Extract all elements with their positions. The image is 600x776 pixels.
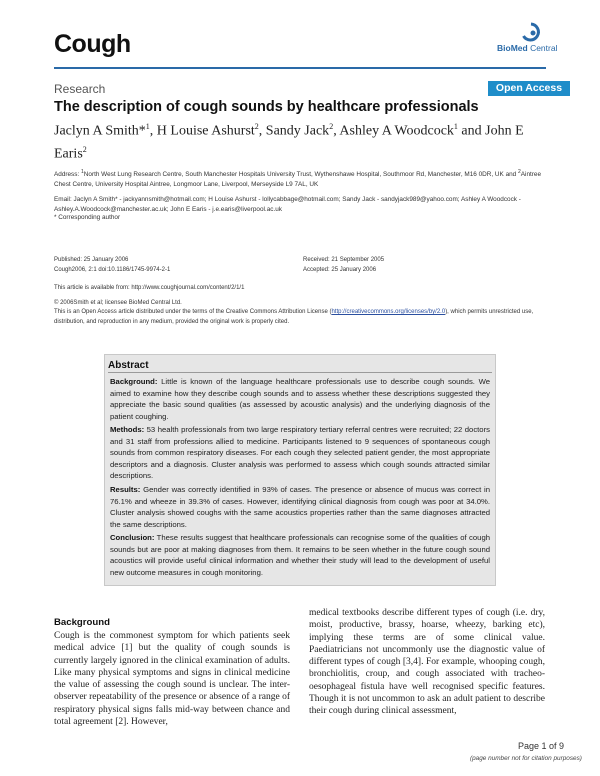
article-title: The description of cough sounds by healthcare professionals bbox=[54, 99, 479, 115]
citation-doi: Cough2006, 2:1 doi:10.1186/1745-9974-2-1 bbox=[54, 266, 171, 273]
license-statement: This is an Open Access article distributed under the terms of the Creative Commons Attribution License (http://creativecommons.org/licenses/by/2.0), which permits unrestricted use, distribution, and reproduction in any medium, provided the original work is properly cited. bbox=[54, 309, 534, 325]
author-list: Jaclyn A Smith*$^1$, H Louise Ashurst$^2$, Sandy Jack$^2$, Ashley A Woodcock$^1$ and John E Earis$^2$ bbox=[54, 122, 524, 162]
article-url[interactable]: This article is available from: http://www.coughjournal.com/content/2/1/1 bbox=[54, 285, 245, 291]
availability-info bbox=[54, 284, 244, 308]
author-address: Address: $^1$North West Lung Research Centre, South Manchester Hospitals University Trust, Wythenshawe Hospital, Southmoor Rd, Manchester, M16 0DR, UK and $^2$Aintree Chest Centre, University Hospital Aintree, Longmoor Lane, Liverpool, Merseyside L9 7AL, UK bbox=[54, 169, 542, 189]
accepted-date: Accepted: 25 January 2006 bbox=[303, 266, 377, 273]
page-number-note: (page number not for citation purposes) bbox=[470, 755, 582, 762]
body-column-right: medical textbooks describe different types of cough (i.e. dry, moist, productive, brassy, hoarse, wheezy, barking etc), implying these terms are of some clinical value. Paediatricians not uncommonly use the diagnostic value of different types of cough [3,4]. For example, whooping cough, bronchiolitis, croup, and cough associated with tracheo-oesophageal fistula have well recognised specific features. Though it is not uncommon to ask an adult patient to describe their cough during clinical assessment, bbox=[309, 608, 545, 717]
abstract-results: Results: Gender was correctly identified in 93% of cases. The presence or absence of mucus was correct in 76.1% and wheeze in 39.3% of cases. However, identifying clinical diagnosis from cough was poor at 34.0%. Cluster analysis showed coughs with the same acoustics properties rather than the same diagnoses attracted the same descriptions. bbox=[110, 485, 490, 529]
abstract-heading: Abstract bbox=[108, 360, 149, 371]
section-label: Research bbox=[54, 82, 106, 96]
body-column-left: Cough is the commonest symptom for which patients seek medical advice [1] but the quality of cough sounds is currently largely ignored in the clinical examination of adults. Like many physical symptoms and signs in clinical medicine the value of assessing the cough sound is unclear. The inter-observer repeatability of the presence or absence of a range of respiratory physical signs falls mid-way between chance and total agreement [2]. However, bbox=[54, 631, 290, 728]
copyright-line: © 2006Smith et al; licensee BioMed Central Ltd. bbox=[54, 299, 182, 306]
corresponding-author-note: * Corresponding author bbox=[54, 214, 121, 221]
abstract-background: Background: Little is known of the language healthcare professionals use to describe cough sounds. We aimed to examine how they describe cough sounds and to assess whether these descriptions suggested they appreciate the basic sound qualities (as assessed by acoustic analysis) and the underlying diagnosis of the patient coughing. bbox=[110, 377, 490, 421]
received-date: Received: 21 September 2005 bbox=[303, 257, 385, 263]
abstract-methods: Methods: 53 health professionals from two large respiratory tertiary referral centres were recruited; 22 doctors and 31 staff from professions allied to medicine. Participants listened to 9 sequences of spontaneous cough sounds from common respiratory diseases. For each cough they selected patient gender, the most appropriate descriptors and a diagnosis. Cluster analysis was performed to assess which cough sounds attracted similar descriptions. bbox=[110, 425, 490, 481]
publication-info bbox=[54, 256, 170, 275]
background-heading: Background bbox=[54, 617, 110, 628]
review-dates bbox=[303, 256, 384, 275]
header-rule bbox=[54, 67, 546, 69]
abstract-conclusion: Conclusion: These results suggest that healthcare professionals can recognise some of the qualities of cough sounds but are poor at making diagnoses from them. It remains to be seen whether in the future cough sound acoustics will provide useful clinical information and whether their study will lead to the development of useful new outcome measures in cough monitoring. bbox=[110, 533, 490, 577]
published-date: Published: 25 January 2006 bbox=[54, 257, 129, 263]
biomed-swirl-icon bbox=[519, 22, 543, 44]
page-number: Page 1 of 9 bbox=[518, 741, 565, 751]
author-emails: Email: Jaclyn A Smith* - jackyannsmith@hotmail.com; H Louise Ashurst - lollycabbage@hotmail.com; Sandy Jack - sandyjack989@yahoo.com; Ashley A Woodcock - Ashley.A.Woodcock@manchester.ac.uk; John E Earis - j.e.earis@liverpool.ac.uk bbox=[54, 196, 521, 213]
publisher-name: BioMed Central bbox=[497, 43, 558, 53]
open-access-badge: Open Access bbox=[488, 81, 570, 96]
journal-title: Cough bbox=[54, 30, 131, 58]
biomed-central-logo bbox=[497, 22, 557, 56]
abstract-divider bbox=[108, 372, 492, 373]
